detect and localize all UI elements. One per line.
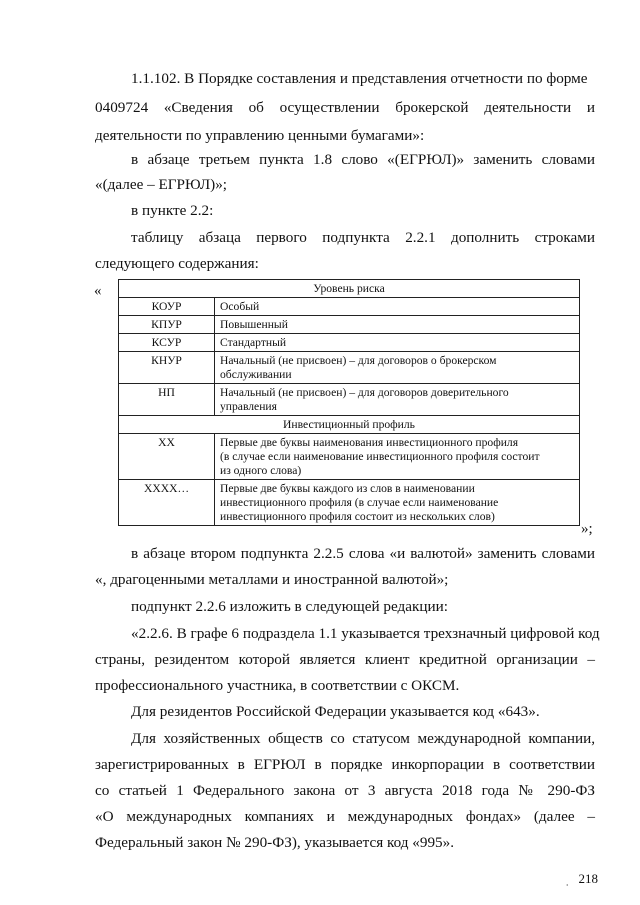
- paragraph-line: следующего содержания:: [95, 255, 259, 272]
- paragraph-line: 1.1.102. В Порядке составления и представления отчетности по форме: [131, 70, 588, 87]
- cell-line: Начальный (не присвоен) – для договоров доверительного: [220, 386, 509, 399]
- table-row: [119, 480, 580, 526]
- paragraph-line: со статьей 1 Федерального закона от 3 августа 2018 года № 290-ФЗ: [95, 782, 595, 799]
- opening-quote: «: [94, 283, 102, 299]
- table-cell-desc: [215, 480, 580, 526]
- table-cell-code: КНУР: [119, 352, 215, 384]
- table-row: [119, 316, 580, 334]
- table-cell-desc: Стандартный: [215, 334, 580, 352]
- paragraph-line: 0409724 «Сведения об осуществлении брокерской деятельности и: [95, 99, 595, 116]
- paragraph-line: зарегистрированных в ЕГРЮЛ в порядке инкорпорации в соответствии: [95, 756, 595, 773]
- paragraph-line: страны, резидентом которой является клиент кредитной организации –: [95, 651, 595, 668]
- paragraph-line: «О международных компаниях и международных фондах» (далее –: [95, 808, 595, 825]
- table-row: [119, 298, 580, 316]
- table-header-profile: Инвестиционный профиль: [119, 416, 580, 434]
- paragraph-line: «2.2.6. В графе 6 подраздела 1.1 указывается трехзначный цифровой код: [131, 625, 600, 642]
- closing-quote: »;: [581, 521, 593, 537]
- paragraph-line: таблицу абзаца первого подпункта 2.2.1 дополнить строками: [131, 229, 595, 246]
- cell-line: Первые две буквы наименования инвестиционного профиля: [220, 436, 519, 449]
- paragraph-line: в абзаце втором подпункта 2.2.5 слова «и валютой» заменить словами: [131, 545, 595, 562]
- table-header-risk: Уровень риска: [119, 280, 580, 298]
- table-cell-desc: Особый: [215, 298, 580, 316]
- table-cell-desc: [215, 352, 580, 384]
- table-cell-code: ХХ: [119, 434, 215, 480]
- cell-line: инвестиционного профиля состоит из нескольких слов): [220, 510, 495, 523]
- paragraph-line: в абзаце третьем пункта 1.8 слово «(ЕГРЮЛ)» заменить словами: [131, 151, 595, 168]
- table-cell-desc: [215, 434, 580, 480]
- table-header-row: [119, 280, 580, 298]
- paragraph-line: деятельности по управлению ценными бумагами»:: [95, 127, 425, 144]
- paragraph-line: «(далее – ЕГРЮЛ)»;: [95, 176, 228, 193]
- table-cell-code: КПУР: [119, 316, 215, 334]
- paragraph-line: подпункт 2.2.6 изложить в следующей редакции:: [131, 598, 448, 615]
- page-number-mark: ˌ: [565, 871, 570, 886]
- table-cell-code: КОУР: [119, 298, 215, 316]
- page-number: 218: [578, 871, 598, 886]
- table-row: [119, 384, 580, 416]
- paragraph-line: Федеральный закон № 290-ФЗ), указывается код «995».: [95, 834, 455, 851]
- cell-line: управления: [220, 400, 277, 413]
- table-cell-desc: Повышенный: [215, 316, 580, 334]
- table-cell-code: КСУР: [119, 334, 215, 352]
- cell-line: из одного слова): [220, 464, 302, 477]
- table-cell-code: ХХХХ…: [119, 480, 215, 526]
- cell-line: инвестиционного профиля (в случае если наименование: [220, 496, 499, 509]
- table-cell-desc: [215, 384, 580, 416]
- table-header-row: [119, 416, 580, 434]
- cell-line: Первые две буквы каждого из слов в наименовании: [220, 482, 475, 495]
- table-row: [119, 352, 580, 384]
- cell-line: обслуживании: [220, 368, 292, 381]
- paragraph-line: в пункте 2.2:: [131, 202, 214, 219]
- paragraph-line: Для резидентов Российской Федерации указывается код «643».: [131, 703, 540, 720]
- table-cell-code: НП: [119, 384, 215, 416]
- table-row: [119, 434, 580, 480]
- risk-profile-table: [118, 279, 580, 526]
- cell-line: (в случае если наименование инвестиционного профиля состоит: [220, 450, 540, 463]
- cell-line: Начальный (не присвоен) – для договоров о брокерском: [220, 354, 497, 367]
- paragraph-line: профессионального участника, в соответствии с ОКСМ.: [95, 677, 460, 694]
- table-row: [119, 334, 580, 352]
- paragraph-line: «, драгоценными металлами и иностранной валютой»;: [95, 571, 449, 588]
- paragraph-line: Для хозяйственных обществ со статусом международной компании,: [131, 730, 595, 747]
